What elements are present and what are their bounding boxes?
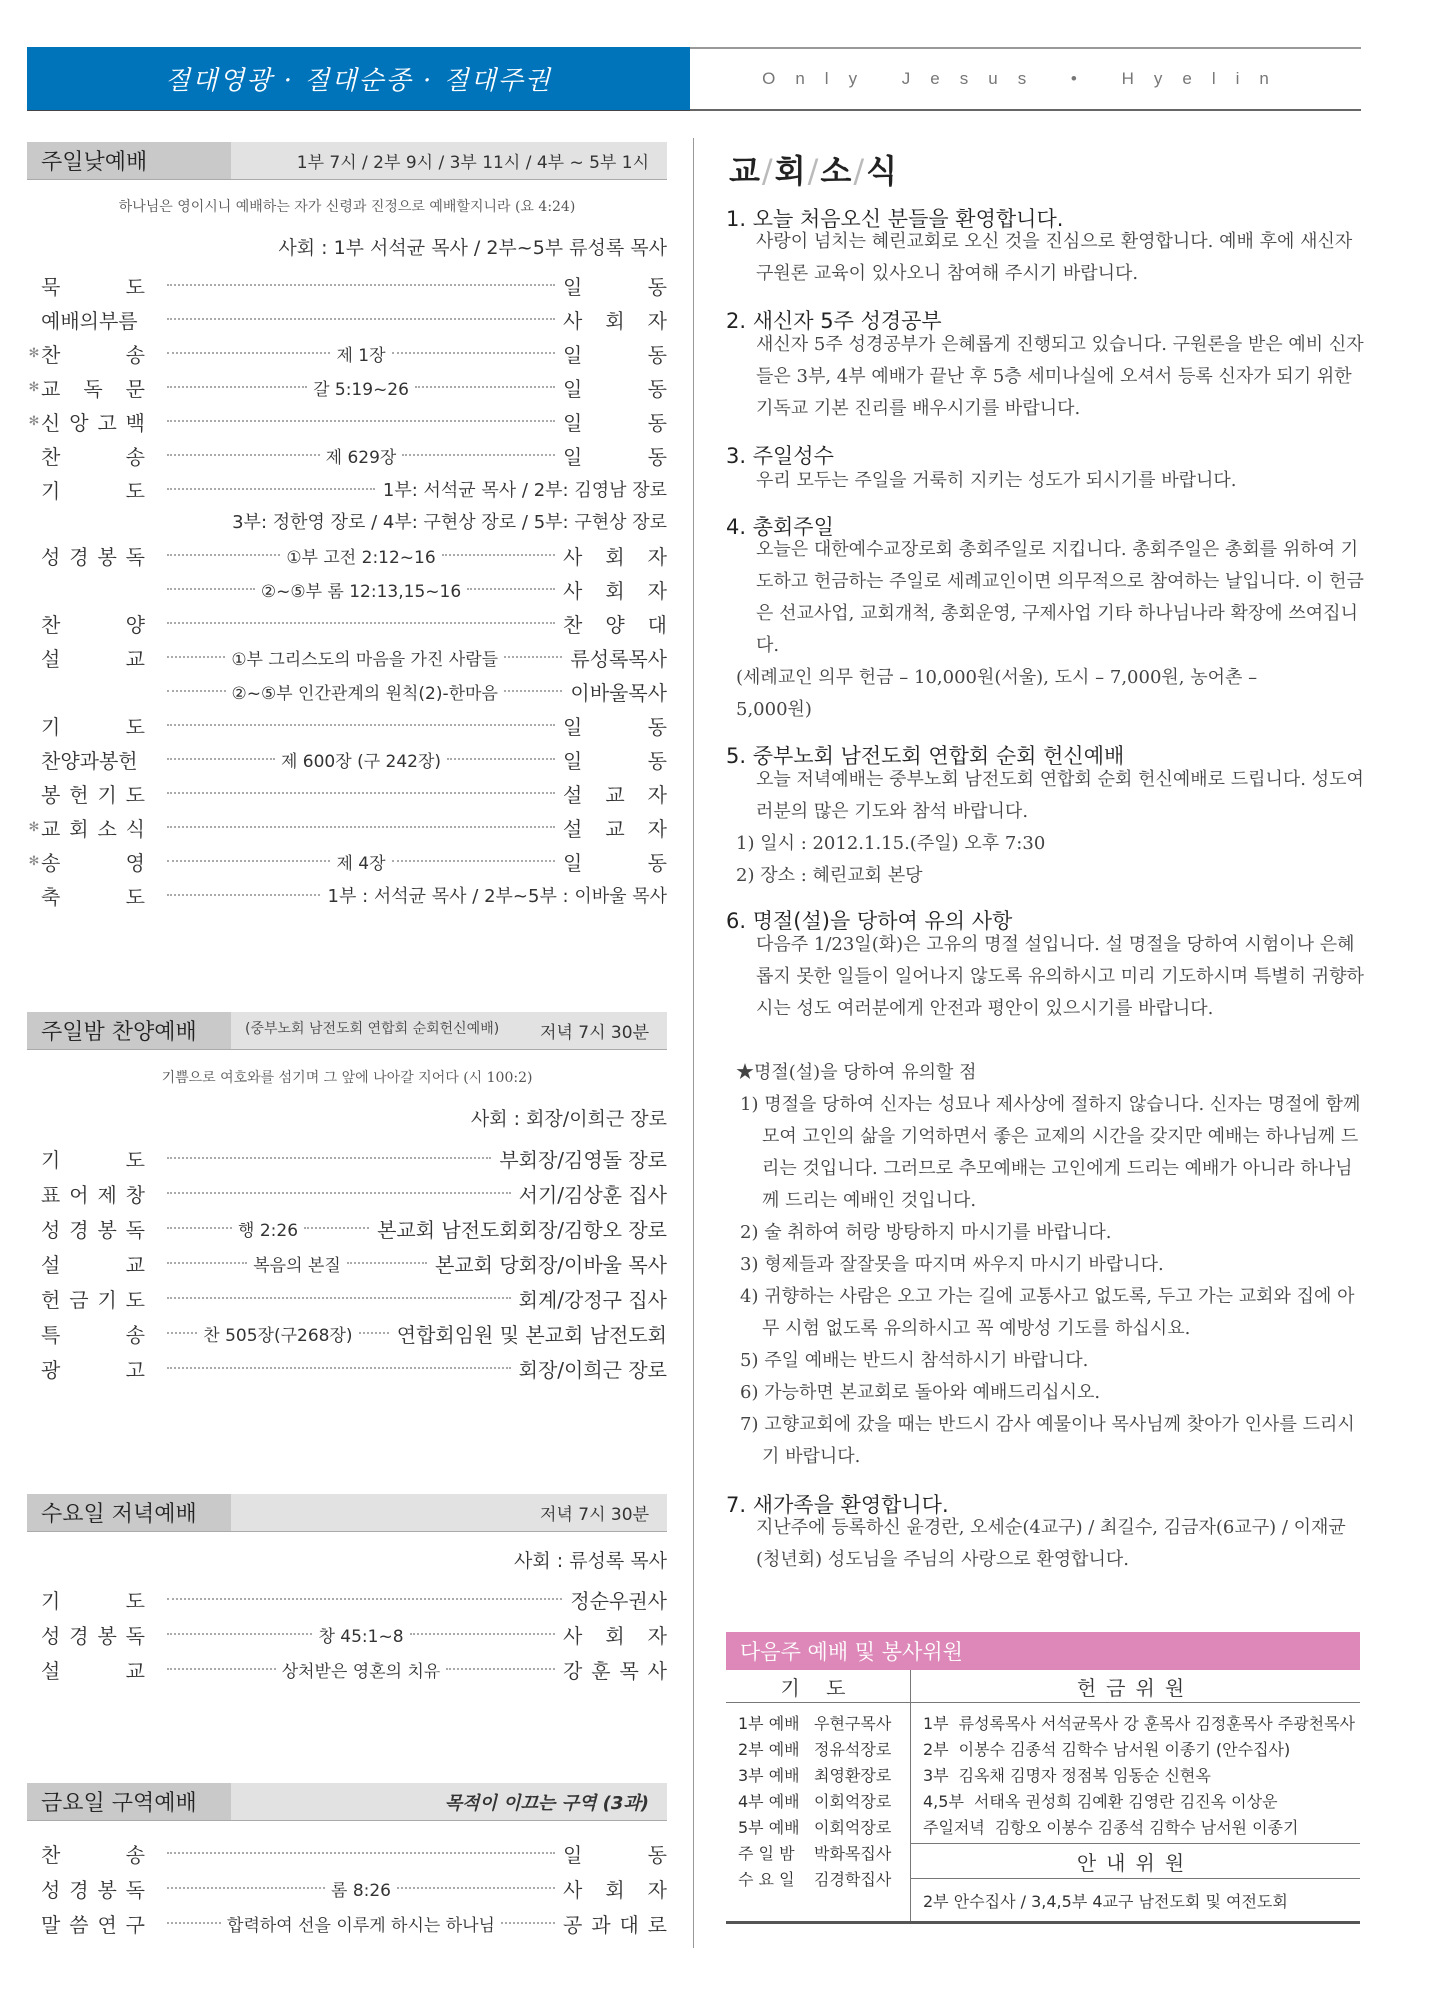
order-item-person: 사 회 자 xyxy=(563,578,667,603)
guide-header: 안내위원 xyxy=(911,1843,1360,1879)
dotted-leader xyxy=(504,690,563,692)
order-row xyxy=(27,540,667,570)
dotted-leader xyxy=(392,352,555,354)
section-subtitle: (중부노회 남전도회 연합회 순회헌신예배) xyxy=(245,1021,500,1037)
dotted-leader xyxy=(442,554,555,556)
order-item-detail: 제 1장 xyxy=(336,345,386,366)
dotted-leader xyxy=(167,656,225,658)
prayer-row: 4부 예배 이회억장로 xyxy=(738,1791,892,1811)
dotted-leader xyxy=(167,1922,221,1924)
news-detail-date: 1) 일시 : 2012.1.15.(주일) 오후 7:30 xyxy=(736,833,1046,854)
dotted-leader xyxy=(167,1297,511,1299)
order-item-detail: 행 2:26 xyxy=(238,1220,299,1241)
order-item-label: 찬 송 xyxy=(41,444,145,469)
order-row xyxy=(27,1584,667,1614)
order-item-person: 사 회 자 xyxy=(563,1877,667,1902)
order-item-person: 일 동 xyxy=(563,410,667,435)
order-item-label: 광 고 xyxy=(41,1357,145,1382)
banner-slogan: Only Jesus • Hyelin xyxy=(690,47,1361,111)
order-item-label: 신 앙 고 백 xyxy=(41,410,145,435)
dotted-leader xyxy=(167,588,255,590)
order-row xyxy=(27,1654,667,1684)
order-row xyxy=(27,676,667,706)
order-item-label: 기 도 xyxy=(41,714,145,739)
order-item-detail: 롬 8:26 xyxy=(331,1880,392,1901)
order-item-person: 일 동 xyxy=(563,342,667,367)
order-item-label: 기 도 xyxy=(41,1588,145,1613)
dotted-leader xyxy=(167,1887,325,1889)
news-body-6: 다음주 1/23일(화)은 고유의 명절 설입니다. 설 명절을 당하여 시험이나 은혜롭지 못한 일들이 일어나지 않도록 유의하시고 미리 기도하시며 특별히 귀향하시는 성도 여러분에게 안전과 평안이 있으시기를 바랍니다. xyxy=(756,934,1364,1019)
banner-motto: 절대영광 · 절대순종 · 절대주권 xyxy=(27,47,690,111)
prayer-row: 2부 예배 정유석장로 xyxy=(738,1739,892,1759)
order-item-person: 서기/김상훈 집사 xyxy=(518,1182,667,1207)
order-row xyxy=(27,880,667,910)
order-item-person: 강 훈 목 사 xyxy=(563,1658,667,1683)
order-item-label: 헌 금 기 도 xyxy=(41,1287,145,1312)
order-item-label: 성 경 봉 독 xyxy=(41,1877,145,1902)
news-point: 2) 술 취하여 허랑 방탕하지 마시기를 바랍니다. xyxy=(740,1222,1112,1243)
order-item-label: 축 도 xyxy=(41,884,145,909)
news-heading-2: 2. 새신자 5주 성경공부 xyxy=(726,309,942,333)
dotted-leader xyxy=(504,656,562,658)
dotted-leader xyxy=(167,1668,276,1670)
scripture-verse: 기쁨으로 여호와를 섬기며 그 앞에 나아갈 지어다 (시 100:2) xyxy=(161,1070,533,1086)
dotted-leader xyxy=(167,1633,312,1635)
order-item-label: 성 경 봉 독 xyxy=(41,1623,145,1648)
order-item-label: 설 교 xyxy=(41,1658,145,1683)
standing-mark: ✻ xyxy=(28,379,40,395)
standing-mark: ✻ xyxy=(28,819,40,835)
news-heading-7: 7. 새가족을 환영합니다. xyxy=(726,1493,949,1517)
prayer-row: 수 요 일 김경학집사 xyxy=(738,1869,892,1889)
order-item-person: 일 동 xyxy=(563,376,667,401)
guide-info: 2부 안수집사 / 3,4,5부 4교구 남전도회 및 여전도회 xyxy=(923,1891,1288,1911)
dotted-leader xyxy=(167,724,555,726)
host-info: 사회 : 류성록 목사 xyxy=(514,1550,667,1572)
dotted-leader xyxy=(167,1367,511,1369)
committee-title: 다음주 예배 및 봉사위원 xyxy=(726,1632,1360,1670)
order-item-label: 특 송 xyxy=(41,1322,145,1347)
order-item-label: 예배의부름 xyxy=(41,308,138,333)
dotted-leader xyxy=(359,1332,389,1334)
dotted-leader xyxy=(392,860,555,862)
friday-header xyxy=(27,1783,667,1821)
order-item-detail: ①부 그리스도의 마음을 가진 사람들 xyxy=(231,649,499,670)
prayer-row: 5부 예배 이회억장로 xyxy=(738,1817,892,1837)
dotted-leader xyxy=(167,284,555,286)
news-subheading-6: ★명절(설)을 당하여 유의할 점 xyxy=(736,1062,977,1083)
section-subtitle: 목적이 이끄는 구역 (3과) xyxy=(444,1792,649,1814)
order-item-person: 류성록목사 xyxy=(570,646,667,671)
order-item-label: 송 영 xyxy=(41,850,145,875)
dotted-leader xyxy=(446,1668,555,1670)
news-point: 1) 명절을 당하여 신자는 성묘나 제사상에 절하지 않습니다. 신자는 명절에 함께모여 고인의 삶을 기억하면서 좋은 교제의 시간을 갖지만 예배는 하나님께 드리는 것입니다. 그러므로 추모예배는 고인에게 드리는 예배가 아니라 하나님께 드리는 예배인 것입니다. xyxy=(740,1094,1361,1211)
standing-mark: ✻ xyxy=(28,413,40,429)
dotted-leader xyxy=(167,622,555,624)
order-row xyxy=(27,338,667,368)
order-row xyxy=(27,744,667,774)
news-point: 7) 고향교회에 갔을 때는 반드시 감사 예물이나 목사님께 찾아가 인사를 드리시기 바랍니다. xyxy=(740,1414,1355,1467)
dotted-leader xyxy=(167,860,330,862)
prayer-row: 1부 예배 우현구목사 xyxy=(738,1713,892,1733)
dotted-leader xyxy=(410,1633,555,1635)
news-body-1: 사랑이 넘치는 혜린교회로 오신 것을 진심으로 환영합니다. 예배 후에 새신자 구원론 교육이 있사오니 참여해 주시기 바랍니다. xyxy=(756,231,1353,284)
standing-mark: ✻ xyxy=(28,345,40,361)
order-item-label: 찬 송 xyxy=(41,342,145,367)
order-item-detail: 제 4장 xyxy=(336,853,386,874)
order-row xyxy=(27,304,667,334)
dotted-leader xyxy=(397,1887,555,1889)
order-item-label: 교 회 소 식 xyxy=(41,816,145,841)
order-item-person: 본교회 당회장/이바울 목사 xyxy=(435,1252,667,1277)
service-committee-table xyxy=(726,1632,1360,1924)
order-item-person: 1부 : 서석균 목사 / 2부~5부 : 이바울 목사 xyxy=(327,886,667,907)
order-row xyxy=(27,778,667,808)
dotted-leader xyxy=(167,826,555,828)
order-item-label: 묵 도 xyxy=(41,274,145,299)
order-item-person: 회계/강정구 집사 xyxy=(518,1287,667,1312)
order-item-label: 설 교 xyxy=(41,1252,145,1277)
section-title: 주일낮예배 xyxy=(27,142,231,179)
order-row xyxy=(27,506,667,536)
sunday-day-header xyxy=(27,142,667,180)
offering-row: 1부 류성록목사 서석균목사 강 훈목사 김정훈목사 주광천목사 xyxy=(923,1713,1356,1733)
order-item-label: 교 독 문 xyxy=(41,376,145,401)
dotted-leader xyxy=(167,488,375,490)
order-item-detail: ②~⑤부 롬 12:13,15~16 xyxy=(260,581,462,602)
order-row xyxy=(27,812,667,842)
order-row xyxy=(27,710,667,740)
order-row xyxy=(27,1143,667,1173)
dotted-leader xyxy=(167,1332,197,1334)
offering-row: 2부 이봉수 김종석 김학수 남서원 이종기 (안수집사) xyxy=(923,1739,1291,1759)
order-item-person: 사 회 자 xyxy=(563,544,667,569)
order-item-detail: 찬 505장(구268장) xyxy=(203,1325,353,1346)
order-row xyxy=(27,270,667,300)
column-divider xyxy=(693,138,694,1948)
order-row xyxy=(27,1318,667,1348)
order-item-person: 일 동 xyxy=(563,444,667,469)
dotted-leader xyxy=(167,420,555,422)
order-item-person: 연합회임원 및 본교회 남전도회 xyxy=(396,1322,667,1347)
top-banner xyxy=(27,47,1361,111)
dotted-leader xyxy=(167,758,275,760)
dotted-leader xyxy=(167,554,280,556)
order-row xyxy=(27,440,667,470)
dotted-leader xyxy=(467,588,555,590)
news-heading-6: 6. 명절(설)을 당하여 유의 사항 xyxy=(726,909,1013,933)
order-item-person: 일 동 xyxy=(563,1842,667,1867)
dotted-leader xyxy=(167,352,330,354)
news-point: 3) 형제들과 잘잘못을 따지며 싸우지 마시기 바랍니다. xyxy=(740,1254,1164,1275)
dotted-leader xyxy=(167,1852,555,1854)
news-heading-4: 4. 총회주일 xyxy=(726,515,834,539)
news-points-list xyxy=(740,1089,1366,1473)
dotted-leader xyxy=(167,1227,232,1229)
order-row xyxy=(27,1908,667,1938)
news-note-4: (세례교인 의무 헌금 – 10,000원(서울), 도시 – 7,000원, 농어촌 – 5,000원) xyxy=(736,667,1258,720)
news-heading-5: 5. 중부노회 남전도회 연합회 순회 헌신예배 xyxy=(726,744,1125,768)
order-row xyxy=(27,608,667,638)
order-row xyxy=(27,642,667,672)
news-heading-1: 1. 오늘 처음오신 분들을 환영합니다. xyxy=(726,207,1064,231)
order-item-person: 사 회 자 xyxy=(563,1623,667,1648)
wednesday-header xyxy=(27,1494,667,1532)
order-item-person: 공 과 대 로 xyxy=(563,1912,667,1937)
service-time: 저녁 7시 30분 xyxy=(540,1505,649,1525)
order-item-detail: 복음의 본질 xyxy=(253,1255,341,1276)
order-item-detail: 상처받은 영혼의 치유 xyxy=(281,1661,441,1682)
news-body-5: 오늘 저녁예배는 중부노회 남전도회 연합회 순회 헌신예배로 드립니다. 성도여러분의 많은 기도와 참석 바랍니다. xyxy=(756,769,1364,822)
offering-row: 주일저녁 김항오 이봉수 김종석 김학수 남서원 이종기 xyxy=(923,1817,1299,1837)
news-detail-place: 2) 장소 : 혜린교회 본당 xyxy=(736,865,923,886)
news-body-3: 우리 모두는 주일을 거룩히 지키는 성도가 되시기를 바랍니다. xyxy=(756,470,1237,491)
section-title: 금요일 구역예배 xyxy=(27,1783,231,1820)
order-item-label: 기 도 xyxy=(41,1147,145,1172)
order-item-person: 이바울목사 xyxy=(570,680,667,705)
dotted-leader xyxy=(304,1227,369,1229)
offering-row: 3부 김옥채 김명자 정점복 임동순 신현옥 xyxy=(923,1765,1211,1785)
order-item-person: 사 회 자 xyxy=(563,308,667,333)
prayer-row: 주 일 밤 박화목집사 xyxy=(738,1843,892,1863)
scripture-verse: 하나님은 영이시니 예배하는 자가 신령과 진정으로 예배할지니라 (요 4:24) xyxy=(118,199,576,215)
dotted-leader xyxy=(167,1192,511,1194)
order-item-person: 부회장/김영돌 장로 xyxy=(499,1147,667,1172)
dotted-leader xyxy=(167,1262,247,1264)
order-row xyxy=(27,1248,667,1278)
news-point: 4) 귀향하는 사람은 오고 가는 길에 교통사고 없도록, 두고 가는 교회와 집에 아무 시험 없도록 유의하시고 꼭 예방성 기도를 하십시요. xyxy=(740,1286,1355,1339)
order-item-label: 성 경 봉 독 xyxy=(41,544,145,569)
dotted-leader xyxy=(167,1598,562,1600)
dotted-leader xyxy=(167,1157,491,1159)
news-body-7: 지난주에 등록하신 윤경란, 오세순(4교구) / 최길수, 김금자(6교구) / 이재균(청년회) 성도님을 주님의 사랑으로 환영합니다. xyxy=(756,1517,1346,1570)
offering-header: 헌금위원 xyxy=(911,1670,1360,1703)
prayer-header: 기 도 xyxy=(726,1670,910,1703)
news-body-4: 오늘은 대한예수교장로회 총회주일로 지킵니다. 총회주일은 총회를 위하여 기도하고 헌금하는 주일로 세례교인이면 의무적으로 참여하는 날입니다. 이 헌금은 선교사업, 교회개척, 총회운영, 구제사업 기타 하나님나라 확장에 쓰여집니다. xyxy=(756,539,1364,656)
order-item-person: 1부: 서석균 목사 / 2부: 김영남 장로 xyxy=(382,480,667,501)
order-item-detail: 갈 5:19~26 xyxy=(313,379,409,400)
order-item-label: 찬 송 xyxy=(41,1842,145,1867)
order-row xyxy=(27,372,667,402)
order-item-detail: 제 629장 xyxy=(325,447,397,468)
host-info: 사회 : 1부 서석균 목사 / 2부~5부 류성록 목사 xyxy=(278,237,667,259)
news-point: 5) 주일 예배는 반드시 참석하시기 바랍니다. xyxy=(740,1350,1089,1371)
section-title: 주일밤 찬양예배 xyxy=(27,1012,231,1049)
order-item-person: 일 동 xyxy=(563,274,667,299)
order-item-person: 회장/이희근 장로 xyxy=(518,1357,667,1382)
order-item-person: 설 교 자 xyxy=(563,816,667,841)
order-row xyxy=(27,1283,667,1313)
order-item-person: 정순우권사 xyxy=(570,1588,667,1613)
order-row xyxy=(27,1353,667,1383)
order-item-detail: ②~⑤부 인간관계의 원칙(2)-한마음 xyxy=(231,683,498,704)
prayer-list xyxy=(726,1703,910,1897)
news-heading-3: 3. 주일성수 xyxy=(726,444,834,468)
order-row xyxy=(27,1873,667,1903)
order-item-person: 설 교 자 xyxy=(563,782,667,807)
order-item-label: 표 어 제 창 xyxy=(41,1182,145,1207)
dotted-leader xyxy=(167,454,320,456)
order-row xyxy=(27,1838,667,1868)
news-title: 교/회/소/식 xyxy=(729,152,900,190)
order-item-person: 일 동 xyxy=(563,714,667,739)
sunday-night-header xyxy=(27,1012,667,1050)
order-row xyxy=(27,1213,667,1243)
section-title: 수요일 저녁예배 xyxy=(27,1494,231,1531)
order-item-person: 일 동 xyxy=(563,748,667,773)
dotted-leader xyxy=(167,690,226,692)
service-times: 1부 7시 / 2부 9시 / 3부 11시 / 4부 ~ 5부 1시 xyxy=(296,153,649,173)
news-body-2: 새신자 5주 성경공부가 은혜롭게 진행되고 있습니다. 구원론을 받은 예비 신자들은 3부, 4부 예배가 끝난 후 5층 세미나실에 오셔서 등록 신자가 되기 위한 기독교 기본 진리를 배우시기를 바랍니다. xyxy=(756,334,1364,419)
order-item-label: 봉 헌 기 도 xyxy=(41,782,145,807)
offering-list xyxy=(911,1703,1360,1843)
order-row xyxy=(27,406,667,436)
order-item-label: 성 경 봉 독 xyxy=(41,1217,145,1242)
dotted-leader xyxy=(167,386,307,388)
order-item-detail: 창 45:1~8 xyxy=(318,1626,404,1647)
order-row xyxy=(27,846,667,876)
order-item-detail: ①부 고전 2:12~16 xyxy=(286,547,436,568)
offering-row: 4,5부 서태옥 권성희 김예환 김영란 김진옥 이상운 xyxy=(923,1791,1278,1811)
order-item-person: 찬 양 대 xyxy=(563,612,667,637)
service-time: 저녁 7시 30분 xyxy=(540,1023,649,1043)
order-item-label: 찬양과봉헌 xyxy=(41,748,138,773)
order-item-label: 말 씀 연 구 xyxy=(41,1912,145,1937)
order-item-person: 3부: 정한영 장로 / 4부: 구현상 장로 / 5부: 구현상 장로 xyxy=(232,512,667,533)
dotted-leader xyxy=(415,386,555,388)
order-item-label: 찬 양 xyxy=(41,612,145,637)
standing-mark: ✻ xyxy=(28,853,40,869)
dotted-leader xyxy=(167,894,320,896)
order-row xyxy=(27,1619,667,1649)
order-item-label: 설 교 xyxy=(41,646,145,671)
order-item-person: 본교회 남전도회회장/김항오 장로 xyxy=(377,1217,667,1242)
order-row xyxy=(27,1178,667,1208)
dotted-leader xyxy=(501,1922,555,1924)
dotted-leader xyxy=(447,758,555,760)
order-item-detail: 제 600장 (구 242장) xyxy=(280,751,442,772)
order-row xyxy=(27,474,667,504)
order-row xyxy=(27,574,667,604)
dotted-leader xyxy=(167,318,555,320)
news-point: 6) 가능하면 본교회로 돌아와 예배드리십시오. xyxy=(740,1382,1101,1403)
dotted-leader xyxy=(347,1262,427,1264)
dotted-leader xyxy=(167,792,555,794)
prayer-row: 3부 예배 최영환장로 xyxy=(738,1765,892,1785)
order-item-detail: 합력하여 선을 이루게 하시는 하나님 xyxy=(227,1915,495,1936)
host-info: 사회 : 회장/이희근 장로 xyxy=(470,1108,667,1130)
dotted-leader xyxy=(402,454,555,456)
order-item-person: 일 동 xyxy=(563,850,667,875)
order-item-label: 기 도 xyxy=(41,478,145,503)
